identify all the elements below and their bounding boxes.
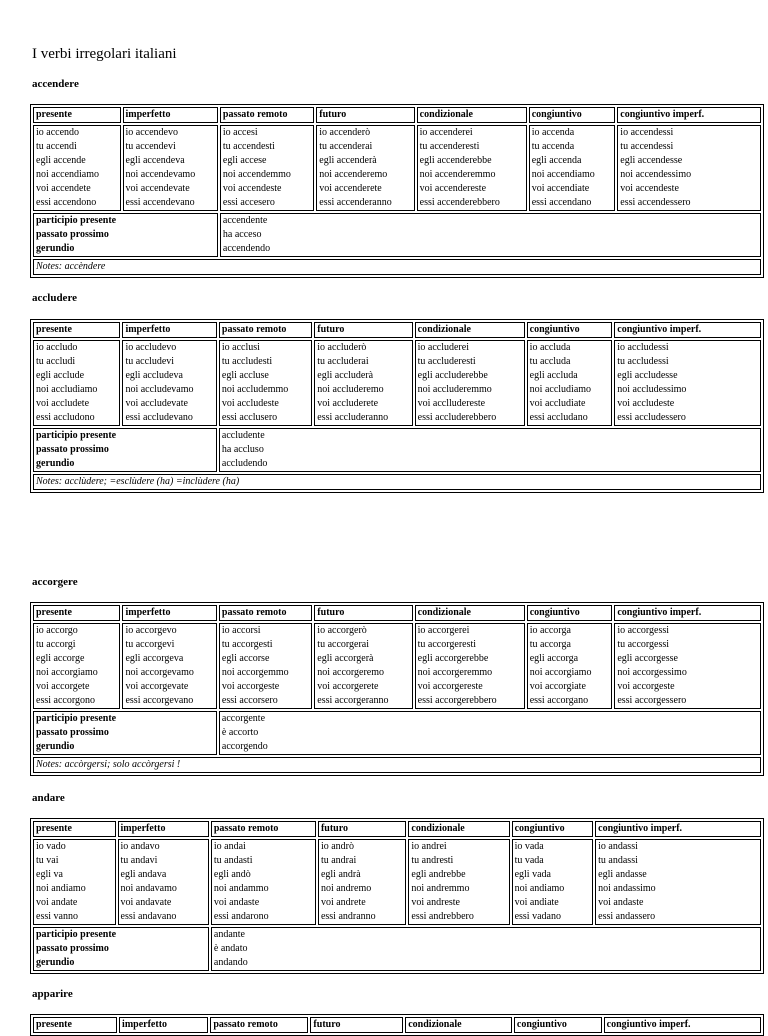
- verb-form: noi andiamo: [514, 883, 565, 894]
- tense-header: imperfetto: [122, 322, 216, 338]
- verb-form: egli accorga: [529, 653, 579, 664]
- verb-form: tu accludessi: [617, 356, 669, 367]
- tense-header: passato remoto: [220, 107, 314, 123]
- verb-form: io accorgerò: [317, 625, 367, 636]
- tense-header: futuro: [314, 605, 412, 621]
- verb-form: io accorgerei: [417, 625, 470, 636]
- verb-form: essi accendono: [36, 197, 97, 208]
- verb-form: essi vadano: [514, 911, 561, 922]
- tense-forms-cell: [595, 839, 761, 925]
- verb-form: tu accludevi: [125, 356, 175, 367]
- verb-form: tu accorgeresti: [417, 639, 477, 650]
- verb-form: voi andiate: [514, 897, 559, 908]
- verb-form: tu accendevi: [125, 141, 176, 152]
- verb-name: apparire: [32, 988, 73, 1000]
- participle-labels: [33, 711, 217, 755]
- verb-form: egli accludeva: [125, 370, 183, 381]
- tense-header-row: [33, 1017, 761, 1033]
- verb-form: voi accludeste: [617, 398, 675, 409]
- verb-form: io accluderò: [317, 342, 367, 353]
- participle-label: passato prossimo: [36, 727, 109, 738]
- tense-forms-cell: [512, 839, 594, 925]
- participle-label: participio presente: [36, 713, 117, 724]
- verb-form: egli andrà: [320, 869, 361, 880]
- participle-label: participio presente: [36, 929, 117, 940]
- verb-form: noi accenderemo: [319, 169, 388, 180]
- verb-form: io accendevo: [125, 127, 178, 138]
- participle-label: gerundio: [36, 458, 75, 469]
- verb-form: voi andaste: [598, 897, 644, 908]
- verb-form: noi accorgiamo: [36, 667, 98, 678]
- verb-form: voi accenderete: [319, 183, 382, 194]
- verb-form: tu accluda: [529, 356, 571, 367]
- verb-form: noi accorgiamo: [529, 667, 592, 678]
- conjugation-table: [30, 818, 764, 974]
- verb-form: essi vanno: [36, 911, 78, 922]
- verb-form: egli andrebbe: [411, 869, 466, 880]
- tense-forms-cell: [527, 340, 613, 426]
- tense-header: condizionale: [417, 107, 527, 123]
- verb-form: essi accenderebbero: [419, 197, 500, 208]
- verb-form: egli accluse: [221, 370, 269, 381]
- verb-form: tu andresti: [411, 855, 454, 866]
- tense-forms-cell: [314, 623, 412, 709]
- notes-row: [33, 259, 761, 275]
- tense-forms-cell: [314, 340, 412, 426]
- verb-form: tu accludi: [36, 356, 76, 367]
- verb-form: noi accenderemmo: [419, 169, 496, 180]
- tense-forms-cell: [33, 839, 116, 925]
- participle-value: accorgente: [221, 713, 266, 724]
- tense-header: imperfetto: [119, 1017, 208, 1033]
- participle-label: gerundio: [36, 741, 75, 752]
- verb-form: io acclusi: [221, 342, 260, 353]
- verb-form: io accenderei: [419, 127, 473, 138]
- verb-form: egli vada: [514, 869, 551, 880]
- verb-form: voi accendete: [36, 183, 91, 194]
- tense-header: congiuntivo imperf.: [595, 821, 761, 837]
- conjugation-table: [30, 602, 764, 776]
- tense-forms-cell: [614, 623, 761, 709]
- tense-header: condizionale: [415, 605, 525, 621]
- participle-values: [220, 213, 761, 257]
- tense-header-row: [33, 821, 761, 837]
- tense-forms-cell: [33, 623, 120, 709]
- tense-forms-cell: [614, 340, 761, 426]
- verb-form: tu accendesti: [222, 141, 275, 152]
- verb-form: noi accorgevamo: [125, 667, 194, 678]
- participle-values: [219, 428, 761, 472]
- verb-form: noi andavamo: [120, 883, 177, 894]
- participle-value: andando: [213, 957, 248, 968]
- tense-header: passato remoto: [211, 821, 316, 837]
- verb-name: andare: [32, 792, 65, 804]
- tense-header: congiuntivo: [527, 322, 613, 338]
- verb-form: tu accluderai: [317, 356, 369, 367]
- tense-forms-cell: [529, 125, 616, 211]
- verb-form: io accenda: [531, 127, 575, 138]
- verb-form: voi accorgevate: [125, 681, 189, 692]
- verb-form: io andai: [213, 841, 246, 852]
- participle-label: participio presente: [36, 215, 117, 226]
- tense-forms-cell: [220, 125, 314, 211]
- verb-form: io accludessi: [617, 342, 669, 353]
- tense-header: presente: [33, 107, 121, 123]
- verb-form: voi accendereste: [419, 183, 487, 194]
- verb-form: essi andassero: [598, 911, 656, 922]
- tense-forms-cell: [408, 839, 509, 925]
- tense-header: imperfetto: [122, 605, 216, 621]
- verb-form: egli accenderebbe: [419, 155, 492, 166]
- verb-form: egli accluderà: [317, 370, 374, 381]
- verb-form: io accorsi: [221, 625, 261, 636]
- verb-form: tu vai: [36, 855, 59, 866]
- verb-form: essi accludano: [529, 412, 588, 423]
- verb-form: voi andate: [36, 897, 78, 908]
- participle-value: è andato: [213, 943, 248, 954]
- tense-header: congiuntivo imperf.: [617, 107, 761, 123]
- participle-value: ha acceso: [222, 229, 262, 240]
- verb-form: noi accorgeremmo: [417, 667, 493, 678]
- verb-form: voi accorgeste: [617, 681, 675, 692]
- verb-form: io accendo: [36, 127, 80, 138]
- verb-form: tu accendi: [36, 141, 77, 152]
- verb-form: tu andasti: [213, 855, 253, 866]
- verb-form: noi andremo: [320, 883, 372, 894]
- tense-header: presente: [33, 605, 120, 621]
- verb-form: tu vada: [514, 855, 544, 866]
- verb-form: io accorgo: [36, 625, 78, 636]
- tense-header: condizionale: [408, 821, 509, 837]
- tense-header-row: [33, 605, 761, 621]
- verb-form: egli accludesse: [617, 370, 678, 381]
- verb-form: noi andremmo: [411, 883, 470, 894]
- verb-form: voi accorgeste: [221, 681, 280, 692]
- tense-forms-cell: [527, 623, 613, 709]
- tense-header-row: [33, 322, 761, 338]
- tense-forms-cell: [617, 125, 761, 211]
- verb-form: io andrei: [411, 841, 447, 852]
- verb-form: egli accorgerebbe: [417, 653, 489, 664]
- verb-form: noi andiamo: [36, 883, 86, 894]
- verb-form: tu accenderesti: [419, 141, 480, 152]
- verb-form: voi acclludereste: [417, 398, 486, 409]
- verb-form: io accenderò: [319, 127, 371, 138]
- verb-form: voi accendeste: [620, 183, 679, 194]
- verb-form: voi andaste: [213, 897, 260, 908]
- tense-header: futuro: [316, 107, 414, 123]
- tense-forms-cell: [415, 340, 525, 426]
- participle-label: gerundio: [36, 243, 75, 254]
- verb-form: noi andammo: [213, 883, 269, 894]
- verb-form: voi accorgete: [36, 681, 90, 692]
- page-title: I verbi irregolari italiani: [32, 46, 177, 62]
- verb-form: voi andavate: [120, 897, 172, 908]
- verb-name: accendere: [32, 78, 79, 90]
- tense-header: congiuntivo imperf.: [614, 605, 761, 621]
- conjugation-row: [33, 623, 761, 709]
- participle-value: accendente: [222, 215, 268, 226]
- verb-form: tu accorgerai: [317, 639, 370, 650]
- verb-form: noi accludiamo: [529, 384, 592, 395]
- verb-form: egli acclude: [36, 370, 85, 381]
- verb-form: tu accorgevi: [125, 639, 175, 650]
- verb-form: tu andrai: [320, 855, 357, 866]
- verb-form: tu accenderai: [319, 141, 373, 152]
- participle-row: [33, 927, 761, 971]
- verb-name: accludere: [32, 292, 78, 304]
- verb-form: egli accendeva: [125, 155, 185, 166]
- verb-form: tu accludesti: [221, 356, 273, 367]
- verb-form: noi accendiamo: [531, 169, 595, 180]
- tense-header: condizionale: [415, 322, 525, 338]
- conjugation-row: [33, 839, 761, 925]
- tense-header: congiuntivo imperf.: [604, 1017, 761, 1033]
- participle-labels: [33, 927, 209, 971]
- verb-form: tu andavi: [120, 855, 158, 866]
- verb-form: essi accesero: [222, 197, 275, 208]
- verb-form: essi accorgono: [36, 695, 95, 706]
- participle-row: [33, 213, 761, 257]
- verb-form: noi accorgeremo: [317, 667, 385, 678]
- verb-form: essi accorgessero: [617, 695, 687, 706]
- verb-form: egli andasse: [598, 869, 647, 880]
- verb-form: noi accorgemmo: [221, 667, 289, 678]
- tense-forms-cell: [211, 839, 316, 925]
- participle-value: accludendo: [221, 458, 268, 469]
- verb-name: accorgere: [32, 576, 78, 588]
- verb-form: egli accluda: [529, 370, 578, 381]
- verb-form: voi accludevate: [125, 398, 188, 409]
- tense-header: presente: [33, 322, 120, 338]
- verb-form: essi accorsero: [221, 695, 278, 706]
- verb-form: essi accorgevano: [125, 695, 194, 706]
- verb-form: egli accorgesse: [617, 653, 678, 664]
- participle-value: accendendo: [222, 243, 271, 254]
- verb-form: io accesi: [222, 127, 258, 138]
- verb-form: noi accludessimo: [617, 384, 687, 395]
- verb-form: essi accorgano: [529, 695, 589, 706]
- verb-form: egli andava: [120, 869, 167, 880]
- tense-header: presente: [33, 821, 116, 837]
- verb-form: essi accendano: [531, 197, 592, 208]
- verb-form: tu accorga: [529, 639, 571, 650]
- participle-labels: [33, 428, 217, 472]
- participle-label: participio presente: [36, 430, 117, 441]
- verb-form: noi accendessimo: [620, 169, 692, 180]
- verb-form: voi accendevate: [125, 183, 190, 194]
- verb-form: tu accorgessi: [617, 639, 670, 650]
- verb-form: essi accendessero: [620, 197, 691, 208]
- verb-form: essi acclusero: [221, 412, 278, 423]
- tense-header: passato remoto: [219, 605, 312, 621]
- participle-label: passato prossimo: [36, 943, 109, 954]
- verb-form: tu accendessi: [620, 141, 674, 152]
- verb-form: noi accluderemo: [317, 384, 384, 395]
- tense-forms-cell: [122, 623, 216, 709]
- tense-header: condizionale: [405, 1017, 512, 1033]
- verb-form: io andavo: [120, 841, 160, 852]
- verb-form: voi andreste: [411, 897, 460, 908]
- verb-form: io accendessi: [620, 127, 674, 138]
- tense-header: futuro: [310, 1017, 403, 1033]
- notes-text: Notes: accèndere: [33, 259, 761, 275]
- verb-form: voi accludiate: [529, 398, 586, 409]
- participle-values: [219, 711, 761, 755]
- tense-header: imperfetto: [123, 107, 218, 123]
- tense-header: futuro: [318, 821, 406, 837]
- verb-form: io accorga: [529, 625, 571, 636]
- verb-form: tu accorgi: [36, 639, 76, 650]
- verb-form: essi andrebbero: [411, 911, 474, 922]
- verb-form: noi accludemmo: [221, 384, 289, 395]
- tense-header: imperfetto: [118, 821, 209, 837]
- verb-form: io vado: [36, 841, 66, 852]
- participle-row: [33, 428, 761, 472]
- verb-form: tu accenda: [531, 141, 575, 152]
- verb-form: egli accorge: [36, 653, 85, 664]
- verb-form: io accluda: [529, 342, 571, 353]
- verb-form: essi andranno: [320, 911, 376, 922]
- verb-form: voi accorgereste: [417, 681, 483, 692]
- verb-form: tu accluderesti: [417, 356, 476, 367]
- verb-form: voi accendeste: [222, 183, 282, 194]
- verb-form: tu accorgesti: [221, 639, 273, 650]
- conjugation-row: [33, 340, 761, 426]
- verb-form: essi accendevano: [125, 197, 195, 208]
- participle-value: accludente: [221, 430, 265, 441]
- tense-forms-cell: [219, 340, 312, 426]
- verb-form: voi accluderete: [317, 398, 379, 409]
- verb-form: voi accludete: [36, 398, 90, 409]
- tense-header: congiuntivo: [529, 107, 616, 123]
- verb-form: noi accludevamo: [125, 384, 194, 395]
- tense-header: congiuntivo imperf.: [614, 322, 761, 338]
- verb-form: egli andò: [213, 869, 251, 880]
- participle-values: [211, 927, 761, 971]
- notes-row: [33, 757, 761, 773]
- participle-label: gerundio: [36, 957, 75, 968]
- tense-forms-cell: [122, 340, 216, 426]
- tense-forms-cell: [415, 623, 525, 709]
- verb-form: essi accluderanno: [317, 412, 389, 423]
- tense-forms-cell: [316, 125, 414, 211]
- participle-value: è accorto: [221, 727, 259, 738]
- participle-value: accorgendo: [221, 741, 268, 752]
- tense-header: passato remoto: [219, 322, 312, 338]
- participle-labels: [33, 213, 218, 257]
- verb-form: tu andassi: [598, 855, 638, 866]
- verb-form: noi accorgessimo: [617, 667, 687, 678]
- tense-forms-cell: [417, 125, 527, 211]
- verb-form: essi accludessero: [617, 412, 686, 423]
- tense-header: congiuntivo: [527, 605, 613, 621]
- verb-form: io andrò: [320, 841, 354, 852]
- verb-form: essi andarono: [213, 911, 269, 922]
- verb-form: egli accorgerà: [317, 653, 374, 664]
- verb-form: io accludo: [36, 342, 78, 353]
- verb-form: io accludevo: [125, 342, 177, 353]
- tense-forms-cell: [33, 340, 120, 426]
- verb-form: essi accluderebbero: [417, 412, 497, 423]
- verb-form: essi accludevano: [125, 412, 193, 423]
- verb-form: essi accorgerebbero: [417, 695, 497, 706]
- tense-forms-cell: [33, 125, 121, 211]
- tense-header: congiuntivo: [512, 821, 594, 837]
- conjugation-table: [30, 1014, 764, 1036]
- conjugation-table: [30, 319, 764, 493]
- tense-forms-cell: [219, 623, 312, 709]
- verb-form: noi accludiamo: [36, 384, 98, 395]
- verb-form: noi accluderemmo: [417, 384, 492, 395]
- tense-header: presente: [33, 1017, 117, 1033]
- verb-form: egli accese: [222, 155, 267, 166]
- verb-form: io vada: [514, 841, 544, 852]
- verb-form: noi accendemmo: [222, 169, 291, 180]
- notes-text: Notes: accòrgersi; solo accòrgersi !: [33, 757, 761, 773]
- verb-form: essi andavano: [120, 911, 177, 922]
- tense-header: futuro: [314, 322, 412, 338]
- verb-form: voi accludeste: [221, 398, 279, 409]
- participle-label: passato prossimo: [36, 229, 109, 240]
- verb-form: noi accendiamo: [36, 169, 100, 180]
- verb-form: noi andassimo: [598, 883, 656, 894]
- verb-form: egli accende: [36, 155, 86, 166]
- verb-form: voi accendiate: [531, 183, 590, 194]
- conjugation-table: [30, 104, 764, 278]
- verb-form: egli accorse: [221, 653, 270, 664]
- verb-form: egli accluderebbe: [417, 370, 488, 381]
- tense-header: passato remoto: [210, 1017, 308, 1033]
- tense-forms-cell: [118, 839, 209, 925]
- verb-form: io accorgessi: [617, 625, 670, 636]
- tense-forms-cell: [123, 125, 218, 211]
- tense-header-row: [33, 107, 761, 123]
- verb-form: egli accendesse: [620, 155, 683, 166]
- verb-form: egli va: [36, 869, 63, 880]
- participle-value: ha accluso: [221, 444, 264, 455]
- verb-form: io accorgevo: [125, 625, 177, 636]
- participle-row: [33, 711, 761, 755]
- verb-form: essi accenderanno: [319, 197, 392, 208]
- participle-value: andante: [213, 929, 245, 940]
- tense-header: congiuntivo: [514, 1017, 602, 1033]
- verb-form: essi accludono: [36, 412, 95, 423]
- verb-form: noi accendevamo: [125, 169, 196, 180]
- tense-forms-cell: [318, 839, 406, 925]
- verb-form: egli accenda: [531, 155, 582, 166]
- verb-form: voi accorgerete: [317, 681, 379, 692]
- notes-row: [33, 474, 761, 490]
- conjugation-row: [33, 125, 761, 211]
- verb-form: io accluderei: [417, 342, 469, 353]
- verb-form: io andassi: [598, 841, 638, 852]
- verb-form: egli accenderà: [319, 155, 377, 166]
- verb-form: voi andrete: [320, 897, 366, 908]
- notes-text: Notes: acclùdere; =esclùdere (ha) =inclùdere (ha): [33, 474, 761, 490]
- verb-form: essi accorgeranno: [317, 695, 389, 706]
- verb-form: voi accorgiate: [529, 681, 586, 692]
- participle-label: passato prossimo: [36, 444, 109, 455]
- verb-form: egli accorgeva: [125, 653, 184, 664]
